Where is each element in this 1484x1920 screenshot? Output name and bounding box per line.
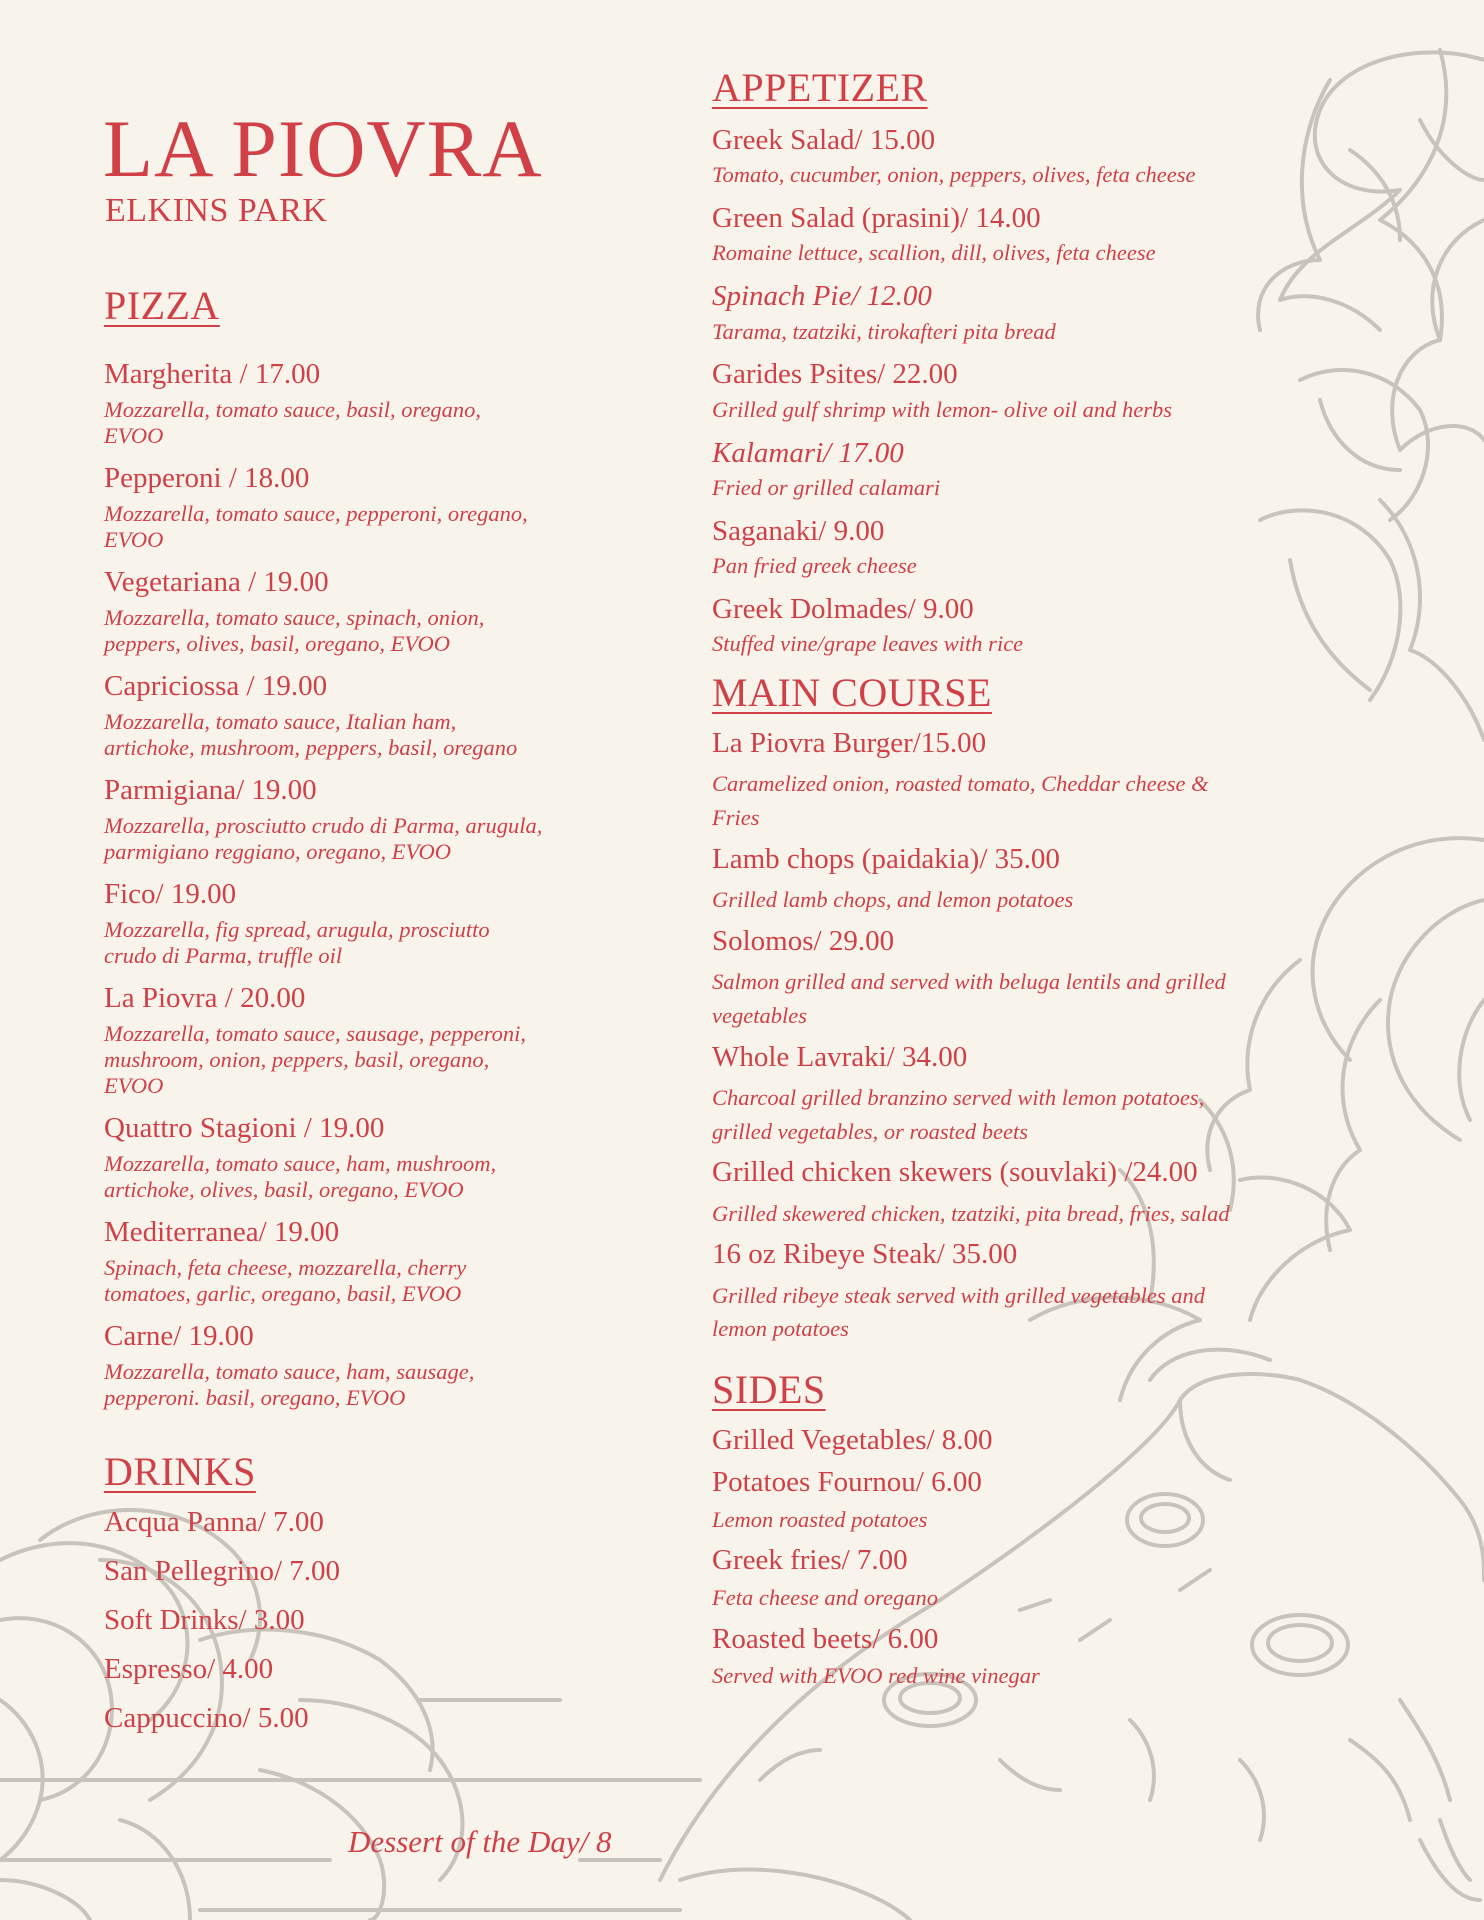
menu-item <box>712 1039 1232 1149</box>
menu-item <box>104 1318 544 1411</box>
menu-item <box>712 1154 1232 1230</box>
item-description: Feta cheese and oregano <box>712 1584 938 1610</box>
item-description: Mozzarella, tomato sauce, basil, oregano, EVOO <box>104 397 482 449</box>
menu-item <box>712 1542 1352 1610</box>
item-name: Grilled Vegetables/ 8.00 <box>712 1424 993 1456</box>
menu-item <box>712 435 1352 501</box>
restaurant-location: ELKINS PARK <box>105 192 328 229</box>
item-name: Pepperoni / 18.00 <box>104 462 310 494</box>
item-name: Potatoes Fournou/ 6.00 <box>712 1466 982 1499</box>
menu-item <box>104 668 544 761</box>
item-description: Tomato, cucumber, onion, peppers, olives, feta cheese <box>712 162 1196 188</box>
appetizer-heading: APPETIZER <box>712 65 928 110</box>
item-name: La Piovra Burger/15.00 <box>712 727 987 759</box>
item-name: Quattro Stagioni / 19.00 <box>104 1111 385 1144</box>
item-name: Roasted beets/ 6.00 <box>712 1622 939 1655</box>
item-description: Salmon grilled and served with beluga lentils and grilled vegetables <box>712 969 1226 1028</box>
drink-item: Soft Drinks/ 3.00 <box>104 1604 305 1636</box>
menu-item <box>712 278 1352 344</box>
item-description: Mozzarella, tomato sauce, ham, sausage, pepperoni. basil, oregano, EVOO <box>104 1359 475 1410</box>
item-description: Romaine lettuce, scallion, dill, olives, feta cheese <box>712 240 1156 266</box>
menu-item <box>712 923 1232 1033</box>
item-name: Fico/ 19.00 <box>104 878 237 910</box>
item-name: Greek Dolmades/ 9.00 <box>712 592 974 625</box>
item-description: Tarama, tzatziki, tirokafteri pita bread <box>712 318 1056 344</box>
main-course-heading: MAIN COURSE <box>712 670 992 715</box>
menu-item <box>712 591 1352 657</box>
item-name: 16 oz Ribeye Steak/ 35.00 <box>712 1238 1018 1271</box>
menu-item <box>104 356 544 449</box>
menu-item <box>712 356 1352 422</box>
drink-item: Cappuccino/ 5.00 <box>104 1702 309 1734</box>
item-name: Green Salad (prasini)/ 14.00 <box>712 202 1041 235</box>
item-name: Saganaki/ 9.00 <box>712 514 885 547</box>
menu-item <box>712 200 1352 266</box>
item-description: Grilled lamb chops, and lemon potatoes <box>712 887 1074 912</box>
menu-item <box>104 460 544 553</box>
item-description: Pan fried greek cheese <box>712 552 917 578</box>
menu-item <box>712 1621 1352 1689</box>
sides-section <box>712 1367 1352 1699</box>
item-description: Charcoal grilled branzino served with lemon potatoes, grilled vegetables, or roasted beets <box>712 1084 1205 1144</box>
item-name: Parmigiana/ 19.00 <box>104 774 317 806</box>
drinks-heading: DRINKS <box>104 1449 256 1494</box>
item-description: Lemon roasted potatoes <box>712 1506 928 1532</box>
item-description: Mozzarella, fig spread, arugula, prosciutto crudo di Parma, truffle oil <box>104 917 490 969</box>
restaurant-name: LA PIOVRA <box>103 103 543 194</box>
menu-item <box>104 1110 544 1203</box>
item-name: La Piovra / 20.00 <box>104 982 306 1014</box>
item-description: Mozzarella, prosciutto crudo di Parma, arugula, parmigiano reggiano, oregano, EVOO <box>104 813 543 865</box>
pizza-heading: PIZZA <box>104 283 220 328</box>
item-name: Capriciossa / 19.00 <box>104 670 328 702</box>
item-name: Kalamari/ 17.00 <box>712 436 904 469</box>
drink-item: Espresso/ 4.00 <box>104 1653 274 1685</box>
drink-item: San Pellegrino/ 7.00 <box>104 1555 341 1587</box>
item-description: Mozzarella, tomato sauce, pepperoni, oregano, EVOO <box>104 501 528 553</box>
menu-item <box>712 1464 1352 1532</box>
item-description: Mozzarella, tomato sauce, spinach, onion, peppers, olives, basil, oregano, EVOO <box>104 605 485 657</box>
item-name: Garides Psites/ 22.00 <box>712 358 958 391</box>
item-name: Spinach Pie/ 12.00 <box>712 280 932 313</box>
main-course-section <box>712 670 1232 1352</box>
menu-item <box>104 772 544 865</box>
menu-item <box>712 122 1352 188</box>
item-name: Margherita / 17.00 <box>104 358 321 390</box>
item-name: Vegetariana / 19.00 <box>104 566 329 598</box>
item-description: Stuffed vine/grape leaves with rice <box>712 631 1024 656</box>
menu-item <box>712 1236 1232 1346</box>
item-name: Greek fries/ 7.00 <box>712 1544 908 1577</box>
menu-item <box>712 841 1232 917</box>
pizza-section <box>104 283 544 1422</box>
drinks-section <box>104 1449 544 1753</box>
item-name: Carne/ 19.00 <box>104 1319 254 1352</box>
menu-item <box>104 1214 544 1307</box>
item-name: Solomos/ 29.00 <box>712 924 895 957</box>
drink-item: Acqua Panna/ 7.00 <box>104 1506 324 1538</box>
item-name: Greek Salad/ 15.00 <box>712 124 936 156</box>
item-description: Grilled gulf shrimp with lemon- olive oil and herbs <box>712 396 1172 422</box>
item-name: Grilled chicken skewers (souvlaki) /24.00 <box>712 1156 1198 1189</box>
sides-heading: SIDES <box>712 1367 826 1412</box>
menu-item <box>712 513 1352 579</box>
menu-item <box>712 1422 1352 1458</box>
menu-item <box>104 876 544 969</box>
menu-item <box>104 564 544 657</box>
item-description: Caramelized onion, roasted tomato, Cheddar cheese & Fries <box>712 771 1209 830</box>
item-description: Fried or grilled calamari <box>712 474 941 500</box>
item-name: Lamb chops (paidakia)/ 35.00 <box>712 842 1060 875</box>
item-description: Spinach, feta cheese, mozzarella, cherry tomatoes, garlic, oregano, basil, EVOO <box>104 1255 467 1306</box>
appetizer-section <box>712 65 1352 669</box>
item-description: Grilled ribeye steak served with grilled vegetables and lemon potatoes <box>712 1282 1206 1342</box>
item-name: Whole Lavraki/ 34.00 <box>712 1040 968 1073</box>
item-description: Mozzarella, tomato sauce, sausage, pepperoni, mushroom, onion, peppers, basil, oregano, EVOO <box>104 1021 527 1098</box>
item-description: Mozzarella, tomato sauce, ham, mushroom, artichoke, olives, basil, oregano, EVOO <box>104 1151 497 1202</box>
item-description: Grilled skewered chicken, tzatziki, pita bread, fries, salad <box>712 1200 1230 1226</box>
item-name: Mediterranea/ 19.00 <box>104 1215 340 1248</box>
menu-item <box>712 725 1232 835</box>
dessert-of-the-day: Dessert of the Day/ 8 <box>348 1824 612 1859</box>
item-description: Served with EVOO red wine vinegar <box>712 1662 1040 1688</box>
menu-item <box>104 980 544 1099</box>
item-description: Mozzarella, tomato sauce, Italian ham, artichoke, mushroom, peppers, basil, oregano <box>104 709 518 761</box>
